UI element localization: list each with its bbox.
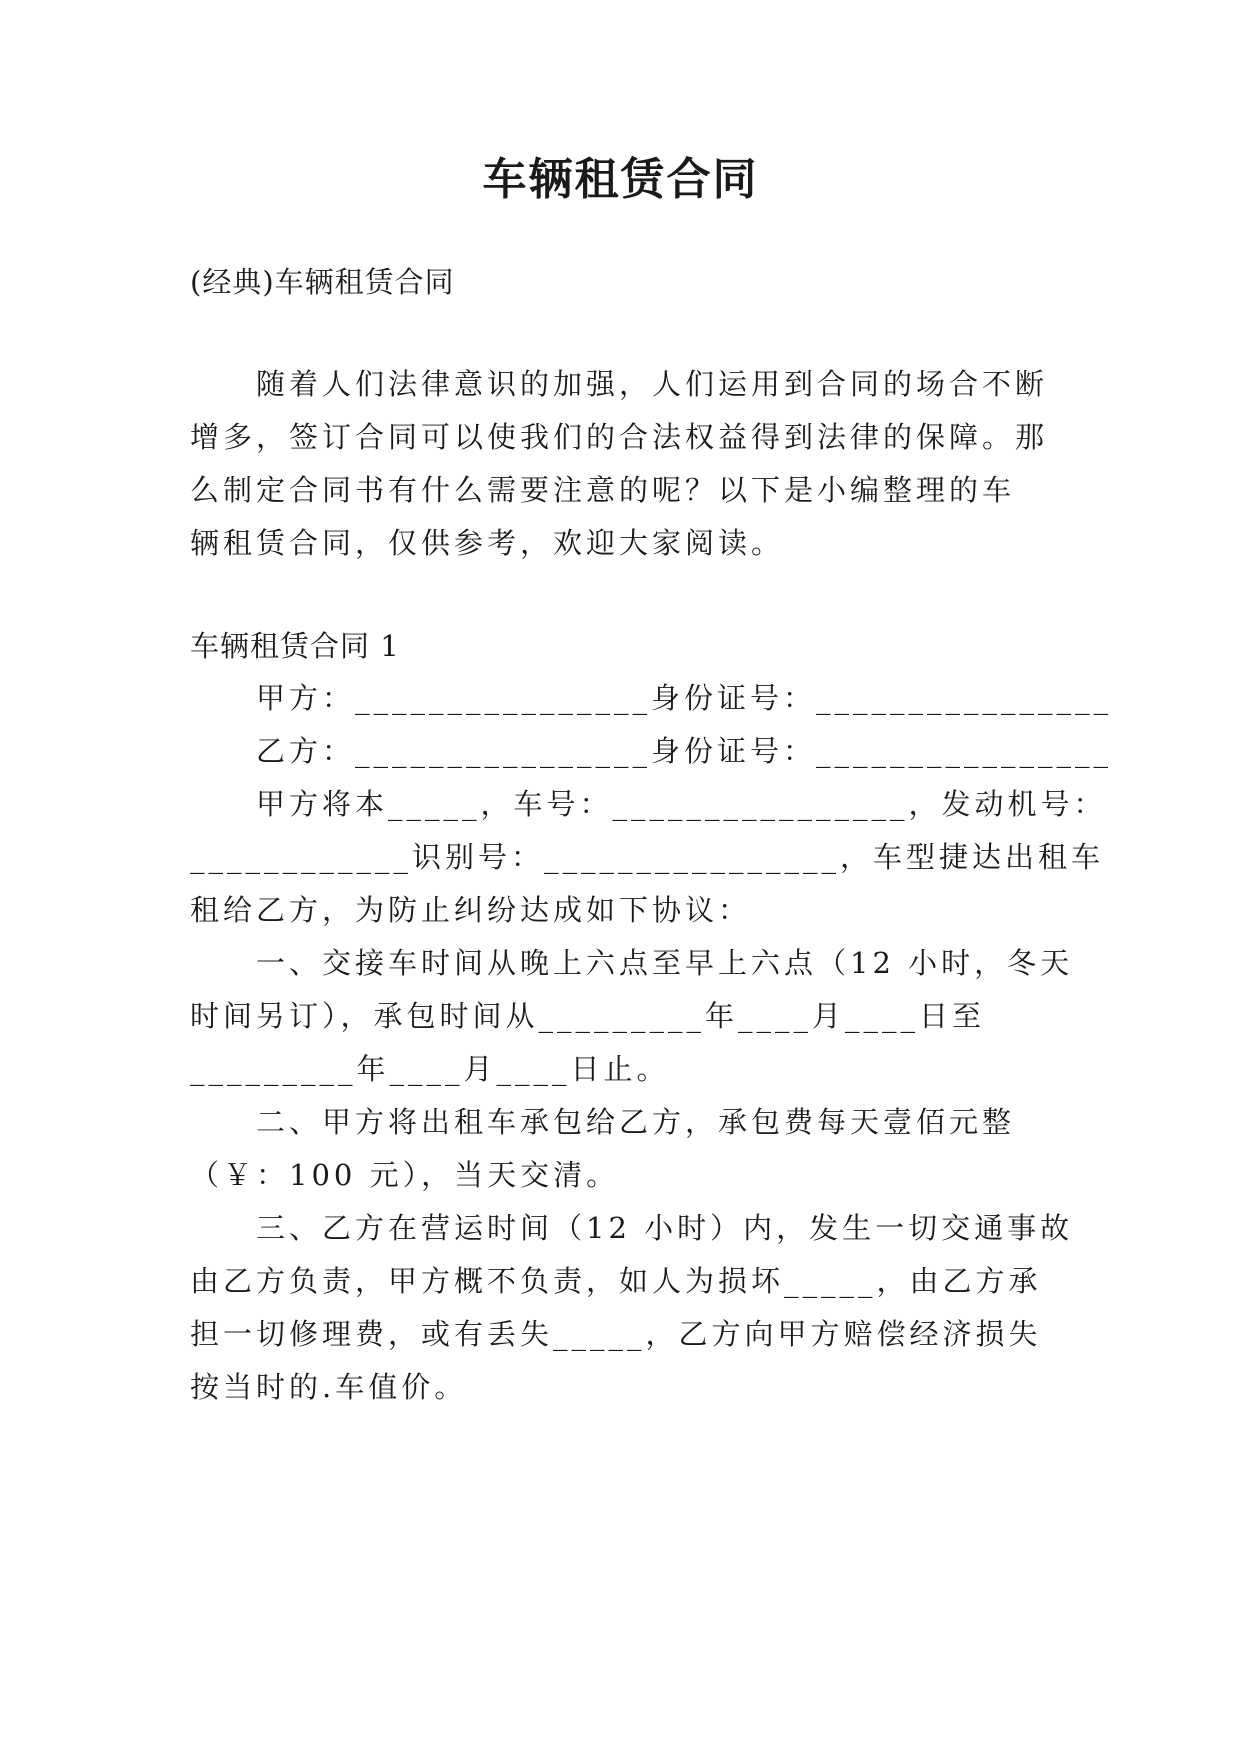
document-subtitle: (经典)车辆租赁合同 bbox=[190, 265, 455, 299]
contract-line-12: 由乙方负责，甲方概不负责，如人为损坏_____，由乙方承 bbox=[190, 1264, 1042, 1298]
contract-line-4: ____________识别号：________________，车型捷达出租车 bbox=[190, 840, 1105, 874]
contract-line-7: 时间另订），承包时间从_________年____月____日至 bbox=[190, 999, 986, 1033]
contract-line-3: 甲方将本_____，车号：________________，发动机号： bbox=[256, 787, 1107, 821]
contract-line-9: 二、甲方将出租车承包给乙方，承包费每天壹佰元整 bbox=[256, 1105, 1016, 1139]
contract-line-14: 按当时的.车值价。 bbox=[190, 1370, 468, 1404]
intro-line-4: 辆租赁合同，仅供参考，欢迎大家阅读。 bbox=[190, 526, 785, 560]
contract-line-8: _________年____月____日止。 bbox=[190, 1052, 670, 1086]
contract-line-1: 甲方：________________身份证号：________________ bbox=[256, 681, 1113, 715]
contract-line-10: （￥：100 元），当天交清。 bbox=[190, 1158, 620, 1192]
contract-line-6: 一、交接车时间从晚上六点至早上六点（12 小时，冬天 bbox=[256, 946, 1074, 980]
intro-line-1: 随着人们法律意识的加强，人们运用到合同的场合不断 bbox=[256, 367, 1049, 401]
contract-line-11: 三、乙方在营运时间（12 小时）内，发生一切交通事故 bbox=[256, 1211, 1074, 1245]
intro-line-2: 增多，签订合同可以使我们的合法权益得到法律的保障。那 bbox=[190, 420, 1049, 454]
intro-line-3: 么制定合同书有什么需要注意的呢？以下是小编整理的车 bbox=[190, 473, 1016, 507]
contract-line-5: 租给乙方，为防止纠纷达成如下协议： bbox=[190, 893, 752, 927]
document-title: 车辆租赁合同 bbox=[482, 154, 759, 205]
contract-line-13: 担一切修理费，或有丢失_____，乙方向甲方赔偿经济损失 bbox=[190, 1317, 1042, 1351]
section-heading: 车辆租赁合同 1 bbox=[190, 629, 400, 663]
contract-line-2: 乙方：________________身份证号：________________ bbox=[256, 734, 1113, 768]
